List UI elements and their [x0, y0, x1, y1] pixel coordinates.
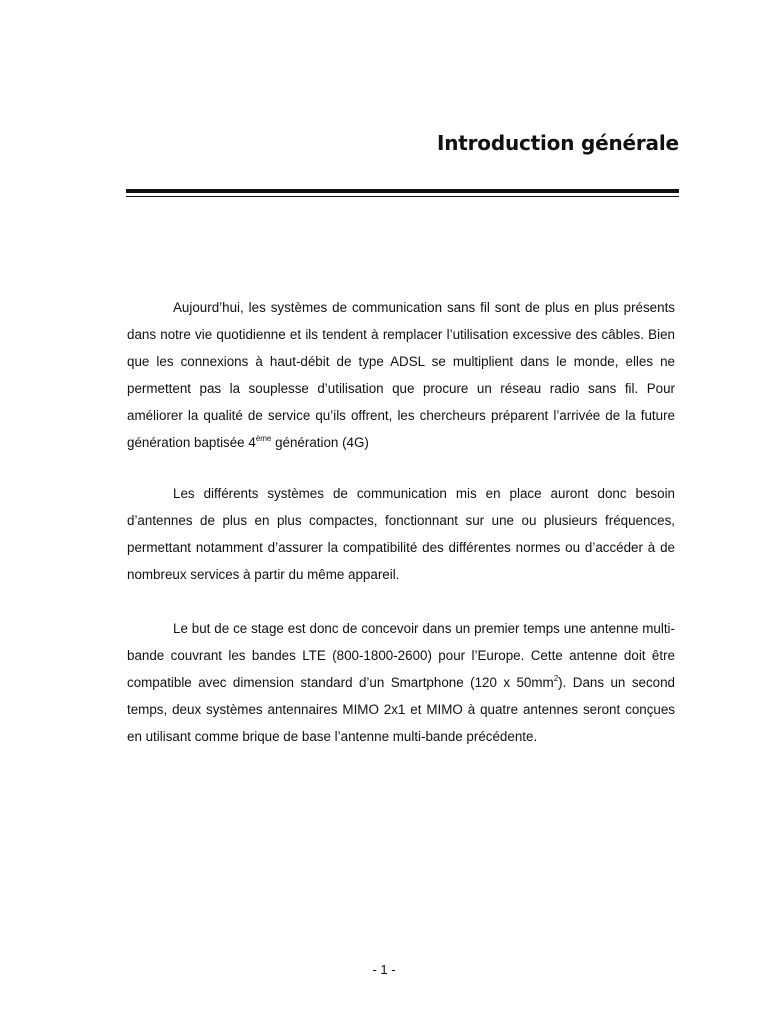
paragraph-3-text: Le but de ce stage est donc de concevoir dans un premier temps une antenne multi-bande couvrant les bandes LTE (800-1800-2600) pour l’Europe. Cette antenne doit être compatible avec dimension standard d’un Smartphone (120 x 50mm: [127, 621, 675, 690]
page-title: Introduction générale: [437, 131, 679, 155]
paragraph-3: [127, 615, 675, 750]
paragraph-1: [127, 294, 675, 456]
title-underline-thick: [126, 189, 679, 193]
paragraph-3-superscript: 2: [553, 674, 559, 683]
paragraph-1-text: Aujourd’hui, les systèmes de communication sans fil sont de plus en plus présents dans notre vie quotidienne et ils tendent à remplacer l’utilisation excessive des câbles. Bien que les connexions à haut-débit de type ADSL se multiplient dans le monde, elles ne permettent pas la souplesse d’utilisation que procure un réseau radio sans fil. Pour améliorer la qualité de service qu’ils offrent, les chercheurs préparent l’arrivée de la future génération baptisée 4: [127, 300, 675, 450]
paragraph-1-superscript: ème: [255, 434, 272, 443]
paragraph-2: [127, 480, 675, 588]
title-underline-thin: [126, 196, 679, 197]
paragraph-2-text: Les différents systèmes de communication mis en place auront donc besoin d’antennes de plus en plus compactes, fonctionnant sur une ou plusieurs fréquences, permettant notamment d’assurer la compatibilité des différentes normes ou d’accéder à de nombreux services à partir du même appareil.: [127, 486, 675, 582]
paragraph-1-text-end: génération (4G): [271, 435, 369, 450]
page-number: - 1 -: [372, 962, 396, 977]
paragraph-3-text-end: ). Dans un second temps, deux systèmes antennaires MIMO 2x1 et MIMO à quatre antennes seront conçues en utilisant comme brique de base l’antenne multi-bande précédente.: [127, 675, 675, 744]
